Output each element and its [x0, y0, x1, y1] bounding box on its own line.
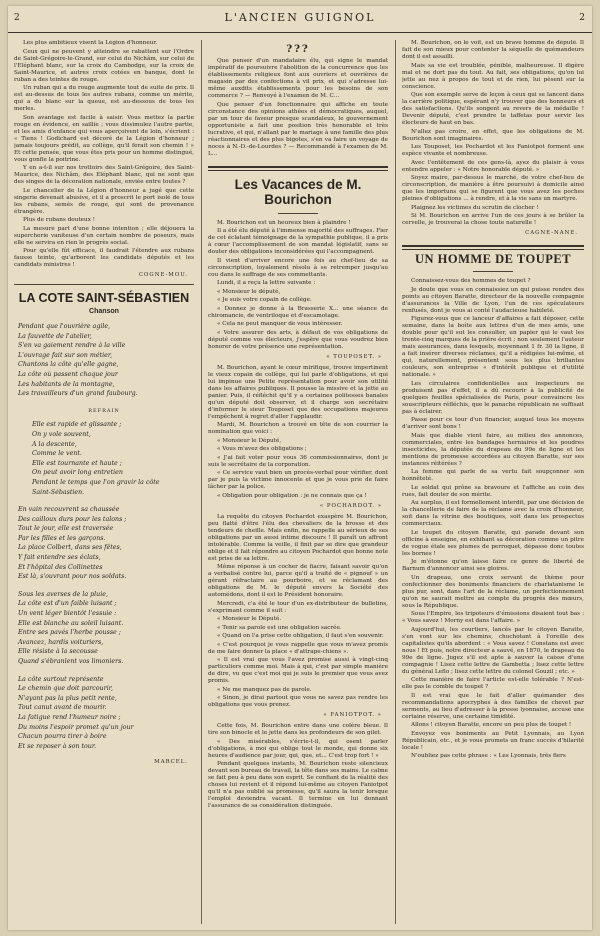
- verse-line: La fatigue rend l'humeur noire ;: [18, 713, 121, 721]
- verse-line: Y fait entendre ses éclats,: [18, 554, 101, 562]
- paragraph: La mesure part d'une bonne intention ; elle déjouera la supercherie vaniteuse d'un certain nombre de poseurs, mais elle ne servira en rien le progrès social.: [14, 225, 194, 246]
- paragraph: Cette fois, M. Bourichon entre dans une colère bleue. Il tire son binocle et le jette dans les profondeurs de son gilet.: [208, 723, 388, 736]
- paragraph: Les plus ambitieux visent la Légion d'honneur.: [23, 40, 158, 46]
- paragraph: Il est vrai que le fait d'aller quémander des recommandations apocryphes à des familles de chevet par serments, au lieu d'adresser à la presse lyonnaise, accuse une certaine réserve, une certaine timidité.: [402, 692, 584, 720]
- paragraph: Un drapeau, une croix servant de thème pour confectionner des boniments financiers de charlatanisme le plus pur, sont, dans l'art de la réclame, un perfectionnement qu'on ne saurait mettre au compte du progrès des mœurs, sous la République.: [402, 574, 584, 609]
- verse-line: Elle est tournante et haute ;: [32, 459, 122, 467]
- paragraph: Connaissez-vous des hommes de toupet ?: [411, 278, 531, 284]
- paragraph: La requête du citoyen Pochardot exaspère M. Bourichon, peu flatté d'être l'élu des chevaliers de la brosse et des tendeurs de cheille. Mais enfin, ne rappelle au sérieux de ses obligations par un aussi intime discours ! Il paraît un affront intolérable. Comme la veille, il finit par se dire que grandeur oblige et il fait répondre au citoyen Pochardot que bonne note est prise de sa lettre.: [208, 513, 388, 562]
- verse-line: Pendant le temps que l'on gravir la côte: [32, 478, 160, 486]
- signature: COGNE-MOU.: [138, 272, 188, 278]
- verse-line: Comme le vent.: [32, 450, 82, 458]
- verse-line: On y vole souvent,: [32, 430, 91, 438]
- paragraph: Même réponse à un cocher de fiacre, faisant savoir qu'on a verbalisé contre lui, parce qu'il a traité de « pignouf » un gérant réfractaire au pourboire, et se réclamant des obligations de M. le député envers la Société des automédons, dont il est le Président honoraire.: [208, 564, 388, 598]
- paragraph: Envoyez vos boniments au Petit Lyonnais, au Lyon Républicain, etc., et je vous promets un franc succès d'hilarité locale !: [402, 730, 584, 751]
- verse-line: Avancez, hardis voituriers,: [18, 638, 104, 646]
- paragraph: Mais que diable vient faire, au milieu des annonces, commerciales, entre les bandages herniaires et les poudres insecticides, la députée du drapeau du 99e de ligne et les mentions de promesse accordées au citoyen Baratte, sur ses instances réitérées ?: [402, 432, 584, 467]
- poem: [14, 322, 194, 751]
- letter-line: « C'est pourquoi je vous rappelle que vous m'avez promis de me faire donner la place « d'attrape-chiens ».: [208, 641, 388, 655]
- paragraph: Mais sa vie est troublée, pénible, malheureuse. Il digère mal et ne dort pas du tout. Au fait, ses obligations, qu'on lui jette au nez à propos de tout et de rien, lui pèsent sur la conscience.: [402, 62, 584, 90]
- right-folio: 2: [579, 13, 586, 23]
- paragraph: Son avantage est facile à saisir. Vous mettez la partie rouge en évidence, en saillie ; vous dissimulez l'autre partie, et les amis d'enfance qui vous aperçoivent de loin, s'écrient : « Tiens ! Godichard est décoré de la Légion d'honneur ; jamais toujours prédit, au collège, qu'il ferait son chemin ! » Et cette pensée, que vous êtes pris pour un homme distingué, vous gonfle la poitrine.: [14, 114, 194, 163]
- paragraph: N'oubliez pas cette phrase : « Les Lyonnais, très fiers: [411, 753, 566, 759]
- verse-line: Un vent léger bientôt l'essuie :: [18, 610, 117, 618]
- left-folio: 2: [14, 13, 21, 23]
- verse-line: Chantons la côte qu'elle gagne,: [18, 361, 119, 369]
- verse-line: Elle résiste à la secousse: [18, 648, 98, 656]
- bourichon-continued: [402, 40, 584, 227]
- signature: MARCEL.: [154, 759, 188, 766]
- letter-line: « Tenir sa parole est une obligation sacrée.: [217, 624, 342, 631]
- letter-line: « Monsieur le Député.: [217, 616, 282, 622]
- paragraph: « Des misérables, s'écrie-t-il, qui osent parler d'obligations, à moi qui oblige tout le monde, qui donne six heures d'audience par jour, qui, que, et... C'est trop fort ! »: [208, 738, 388, 759]
- column-three: [402, 40, 584, 924]
- section-divider: [14, 284, 194, 285]
- song-title: LA COTE SAINT-SÉBASTIEN: [18, 291, 190, 305]
- verse-line: Entre ses pavés l'herbe pousse ;: [18, 629, 121, 637]
- letter-line: « J'ai fait voter pour vous 36 commissionnaires, dont je suis le secrétaire de la corporation.: [208, 454, 388, 468]
- paragraph: Soyez maire, par-dessus le marché, de votre chef-lieu de circonscription, de manière à être poursuivi à domicile ainsi que les importuns qui se figurent que vous avez les poches pleines d'obligations ... à rendre, et à la vie sans un martyre.: [402, 175, 584, 202]
- letter-signature: « POCHARDOT. »: [319, 502, 382, 509]
- article-body: [402, 278, 584, 760]
- paragraph: Sous l'Empire, les tripoteurs d'émissions disaient tout bas : « Vous savez ! Morny est dans l'affaire. »: [402, 611, 584, 624]
- letter-line: « Monsieur le Député,: [217, 437, 282, 444]
- verse-line: Elle est rapide et glissante ;: [32, 421, 122, 429]
- verse-line: Elle est blanche au soleil luisant.: [18, 619, 124, 627]
- paragraph: Je m'étonne qu'on laisse faire ce genre de liberté de Barnum d'annoncer ainsi ses gloires.: [402, 559, 584, 572]
- verse-line: Est là, s'ouvrant pour nos soldats.: [18, 573, 127, 581]
- masthead-title: L'ANCIEN GUIGNOL: [224, 11, 376, 24]
- letter-line: « Vous m'avez des obligations ;: [217, 446, 307, 452]
- verse-line: N'ayant pas la plus petit rente,: [18, 694, 117, 702]
- paragraph: Y en a-t-il sur nos trottoirs des Saint-Grégoire, des Saint-Maurice, des Nichâm, des Eléphant blanc, qui ne sont que des singes de la décoration nationale, enviée entre toutes ?: [14, 165, 194, 185]
- paragraph: Si M. Bourichon en arrive l'un de ces jours à se brûler la cervelle, je trouverai la chose toute naturelle !: [402, 213, 584, 226]
- verse-line: Chacun pourra tirer à boire: [18, 733, 107, 741]
- paragraph: Avec l'entêtement de ces gens-là, ayez du plaisir à vous entendre appeler : « Notre honorable député. »: [402, 159, 584, 173]
- letter-line: « Je suis votre copain de collège.: [217, 297, 312, 303]
- paragraph: Les Touposet, les Pochardot et les Faniotpot forment une espèce vivante et nombreuse.: [402, 144, 584, 157]
- stanza: [14, 420, 194, 497]
- verse-line: A la descente,: [32, 440, 77, 448]
- paragraph: Que penser d'un fonctionnaire qui affiche en toute circonstance des opinions athées et démocratiques, auquel, par un tour de faveur presque scandaleux, le gouvernement opportuniste a fait une position très honorable et très lucrative, et qui, n'allant par le mariage à une famille des plus réactionnaires et des plus bigotes, s'en va faire un voyage de noces à N.-D.-de-Lourdes ? — Recommandé à l'examen de M. L...: [208, 101, 388, 157]
- paragraph: Pendant quelques instants, M. Bourichon reste silencieux devant son bureau de travail, la tête dans ses mains. Le calme se fait peu à peu dans son esprit. Se confiant de la réalité des choses lui revient et il répond lui-même au citoyen Faniotpot qu'il n'a pas oublié sa promesse, qu'il saura la tenir lorsque l'emploi deviendra vacant. Il termine en lui donnant l'assurance de sa considération distinguée.: [208, 761, 388, 809]
- letter-signature: « FANIOTPOT. »: [323, 712, 382, 718]
- verse-line: Tout le jour, elle est traversée: [18, 525, 114, 533]
- paragraph: Allons ! citoyen Baratte, encore un peu plus de toupet !: [411, 722, 572, 728]
- letter-line: « Donnez je donne à la Brasserie X... une séance de chiromancie, de ventriloque et d'escamotage.: [208, 305, 388, 319]
- letter-line: « Monsieur le député,: [217, 288, 281, 295]
- letter-line: « Sinon, je dirai partout que vous ne savez pas rendre les obligations que vous prenez.: [208, 695, 388, 708]
- section-divider: [402, 245, 584, 250]
- paragraph: Lundi, il a reçu la lettre suivante :: [217, 280, 316, 286]
- verse-line: Les habitants de la montagne,: [18, 380, 115, 388]
- verse-line: Les travailleurs d'un grand faubourg.: [18, 390, 138, 398]
- letter-line: « Ce service vaut bien un procès-verbal pour vérifier, dont par je puis la victime innocente et que je vous prie de faire lâcher par la police.: [208, 470, 388, 490]
- verse-line: Sous les averses de la pluie,: [18, 590, 108, 598]
- article-headline: Les Vacances de M. Bourichon: [234, 176, 362, 207]
- verse-line: La place Colbert, dans ses fêtes,: [18, 544, 122, 552]
- paragraph: Plus de rubans douteux !: [23, 217, 95, 223]
- paragraph: Figurez-vous que ce lanceur d'affaires a fait déposer, cette semaine, dans la boîte aux lettres d'un de mes amis, une double pour qu'il sut les consulter, un papier qui le vaut les trente-cinq marques de la prière écrit ; non seulement l'auteur mais assurances, dans lesquels, moyennant 1 fr. 30 la ligne, il a fait insérer diverses réclames, qu'il a rédigées lui-même, et qui, naturellement, présentent sous les plus brillantes couleurs, son entreprise « d'intérêt publique et d'utilité nationale. »: [402, 316, 584, 378]
- verse-line: La fauvette de l'atelier,: [18, 332, 92, 340]
- headline-rule: [278, 213, 318, 214]
- paragraph: Mardi, M. Bourichon a trouvé en tête de son courrier la nomination que voici :: [208, 422, 388, 435]
- column-two: [208, 40, 388, 924]
- column-one: [14, 40, 194, 924]
- paragraph: Il a été élu député à l'immense majorité des suffrages. Fier de cet éclatant témoignage de la sympathie publique, il a pris à cœur l'accomplissement de son mandat législatif, sans se douter des obligations inconsidérées qui l'accompagnent.: [208, 228, 388, 255]
- paragraph: Au surplus, il est formellement interdit, par une décision de la chancellerie de faire de la réclame avec la croix d'honneur, soit dans la vitrine des boutiques, soit dans les prospectus commerciaux.: [402, 500, 584, 527]
- letter-line: « Il est vrai que vous l'avez promise aussi à vingt-cinq particuliers comme moi. Mais à qui, c'est par simple manière de dire, vu que c'est moi qui je suis le premier que vous avez promis.: [208, 657, 388, 684]
- verse-line: Le chemin que doit parcourir,: [18, 685, 113, 693]
- paragraph: Il vient d'arriver encore une fois au chef-lieu de sa circonscription, loyalement résolu à se retremper jusqu'au cou dans le suffrage de ses commettants.: [208, 257, 388, 278]
- paragraph: Aujourd'hui, les courtiers, lancés par le citoyen Baratte, s'en vont sur les chemins, chuchotant à l'oreille des capitalistes qu'ils abordent : « Vous savez ! Constans est avec nous ! Et puis, notre directeur a sauvé, en 1870, le drapeau du 99e de ligne. Jugez s'il est apte à sauver la caisse d'une compagnie ! Lisez cette lettre de Gambetta ; lisez cette lettre du général Leflo ; lisez cette lettre du colonel Gouzil ; etc. »: [402, 626, 584, 675]
- verse-line: Pendant que l'ouvrière agile,: [18, 323, 111, 330]
- refrain-label: REFRAIN: [88, 407, 120, 414]
- section-marker: ???: [286, 44, 310, 55]
- letter-line: « Obligation pour obligation : je ne connais que ça !: [217, 492, 367, 499]
- paragraph: Que son exemple serve de leçon à ceux qui se lancent dans la carrière politique, espérant n'y trouver que des honneurs et des satisfactions. Qu'ils songent au revers de la médaille ! Devenir député, c'est prendre le taffetas pour servir les électeurs de haut en bas.: [402, 92, 584, 126]
- article-headline: UN HOMME DE TOUPET: [414, 252, 572, 266]
- decoration-article: [14, 40, 194, 269]
- verse-line: Par les filles et les garçons.: [18, 534, 106, 542]
- letter-line: « Quand on l'a prise cette obligation, il faut s'en souvenir.: [217, 633, 384, 639]
- letter-signature: « TOUPOSET. »: [326, 353, 382, 360]
- stanza: [14, 322, 194, 399]
- newspaper-page: [8, 6, 592, 930]
- stanza: [14, 505, 194, 582]
- paragraph: Passe pour ce tour d'un financier, auquel tous les moyens d'arriver sont bons !: [402, 417, 584, 430]
- paragraph: La femme qui parle de sa vertu fait soupçonner son honnêteté.: [402, 469, 584, 482]
- paragraph: M. Bourichon, on le voit, est un brave homme de député. Il fait de son mieux pour contenter la séquelle de quémandeurs dont il est assailli.: [402, 40, 584, 60]
- paragraph: Les circulaires confidentielles aux inspecteurs ne produisent pas d'effet, il a dû recourir à la publicité de quelques feuilles spécialisées de Paris, pour convaincre les souscripteurs réfléchis, que le panache républicain ne suffisait pas à éclairer.: [402, 380, 584, 415]
- paragraph: M. Bourichon est un heureux bien à plaindre !: [217, 219, 351, 226]
- song-subtitle: Chanson: [89, 308, 119, 315]
- verse-line: Et se reposer à son tour.: [18, 742, 97, 750]
- paragraph: N'allez pas croire, en effet, que les obligations de M. Bourichon sont imaginaires.: [402, 128, 584, 142]
- section-divider: [208, 166, 388, 171]
- verse-line: Tout canut avant de mourir.: [18, 704, 107, 712]
- paragraph: Un ruban qui a du rouge augmente tout de suite de prix. Il est au-dessus de tous les autres rubans, comme un mérite, qui a du blanc sur la queue, est au-dessous de tous les merles.: [14, 85, 194, 112]
- paragraph: Mercredi, c'a été le tour d'un ex-distributeur de bulletins, s'exprimant comme il suit :: [208, 600, 388, 614]
- headline-rule: [473, 271, 513, 272]
- paragraph: Je doute que vous en connaissiez un qui puisse rendre des points au citoyen Baratte, directeur de la nouvelle compagnie d'assurances la Ville de Lyon, l'un de ces spéculateurs renfusés, dont je vous ai conté l'audacieuse habileté.: [402, 286, 584, 314]
- verse-line: La côte est d'un faible luisant ;: [18, 600, 117, 608]
- verse-line: Des cailloux durs pour les talons ;: [18, 515, 127, 523]
- verse-line: La côte où passent chaque jour: [18, 370, 118, 378]
- letter-line: « Cela ne peut manquer de vous intéresser.: [217, 321, 343, 327]
- verse-line: Quand s'ébranlent vos limoniers.: [18, 658, 124, 665]
- paragraph: Le soldat qui prône sa bravoure et l'affiche au coin des rues, fait douter de son mérite.: [402, 484, 584, 498]
- article-body: [208, 220, 388, 811]
- letter-line: « Ne me manquez pas de parole.: [217, 686, 312, 693]
- stanza: [14, 675, 194, 752]
- column-rule: [201, 40, 202, 924]
- stanza: [14, 590, 194, 667]
- signature: CAGNE-NANE.: [525, 230, 578, 236]
- paragraph: Que penser d'un mandataire élu, qui signe le mandat impératif de poursuivre l'abolition de la concurrence que les établissements religieux font aux ouvriers et ouvrières de magasin par des confections à vil prix, et qui s'adresse lui-même auxdits établissements pour les besoins de son commerce ? — Renvoyé à l'examen de M. C...: [208, 58, 388, 99]
- verse-line: La côte surtout représente: [18, 675, 104, 683]
- verse-line: En vain recouvrent sa chaussée: [18, 506, 120, 514]
- paragraph: Le chancelier de la Légion d'honneur a jugé que cette singerie devenait abusive, et il a proscrit le port isolé de tous les rubans, semés de rouge, qui sont de provenance étrangère.: [14, 187, 194, 215]
- paragraph: M. Bourichon, ayant le cœur mirifique, trouve impertinent le vieux copain de collège, qui lui parle d'obligations, et qui lui impinue une Petite représentation pour avoir son utilité dans les affaires publiques. Il pousse la missive et la jette au panier. Puis, il réfléchit qu'il y a certaines politesses banales qu'un député doit observer, et il charge son secrétaire d'informer le sieur Touposet que des occupations majeures l'empêchent à regret d'aller l'applaudir.: [208, 364, 388, 420]
- letter-line: « Votre assurer des arts, à défaut de vos obligations de député comme vos électeurs, j'espère que vous voudrez bien honorer de votre présence une représentation.: [208, 329, 388, 350]
- paragraph: Ceux qui ne peuvent y atteindre se rabattent sur l'Ordre de Saint-Grégoire-le-Grand, sur celui du Nichâm, sur celui de l'Eléphant blanc, sur la croix du Cambodge, sur la croix de Saint-Maurice, et autres croix cotées en banque, dont le ruban a des teintes de rouge.: [14, 48, 194, 83]
- paragraph: Cette manière de faire l'article est-elle tolérable ? N'est-elle pas le comble du toupet ?: [402, 677, 584, 690]
- column-rule: [395, 40, 396, 924]
- paragraph: Pour qu'elle fût efficace, il faudrait l'étendre aux rubans fausse teinte, qu'arborent les candidats députés et les candidats ministres !: [14, 248, 194, 268]
- verse-line: L'ouvrage fait sur son métier,: [18, 351, 113, 359]
- masthead: [8, 10, 592, 33]
- verse-line: Saint-Sébastien.: [32, 488, 85, 496]
- paragraph: Le toupet du citoyen Baratte, qui parade devant son officine à enseigne, en exhibant sa décoration comme un pitre de vogue étale ses plumes de perroquet, dépasse donc toutes les bornes !: [402, 529, 584, 557]
- verse-line: Et l'hôpital des Collinettes: [18, 563, 103, 571]
- verse-line: Du moins l'espoir promet qu'un jour: [18, 723, 134, 731]
- verse-line: On peut avoir long entretien: [32, 469, 123, 477]
- paragraph: Plaignez les victimes du scrutin de clocher !: [411, 204, 539, 211]
- verse-line: S'en va gaiement rendre à la ville: [18, 342, 126, 350]
